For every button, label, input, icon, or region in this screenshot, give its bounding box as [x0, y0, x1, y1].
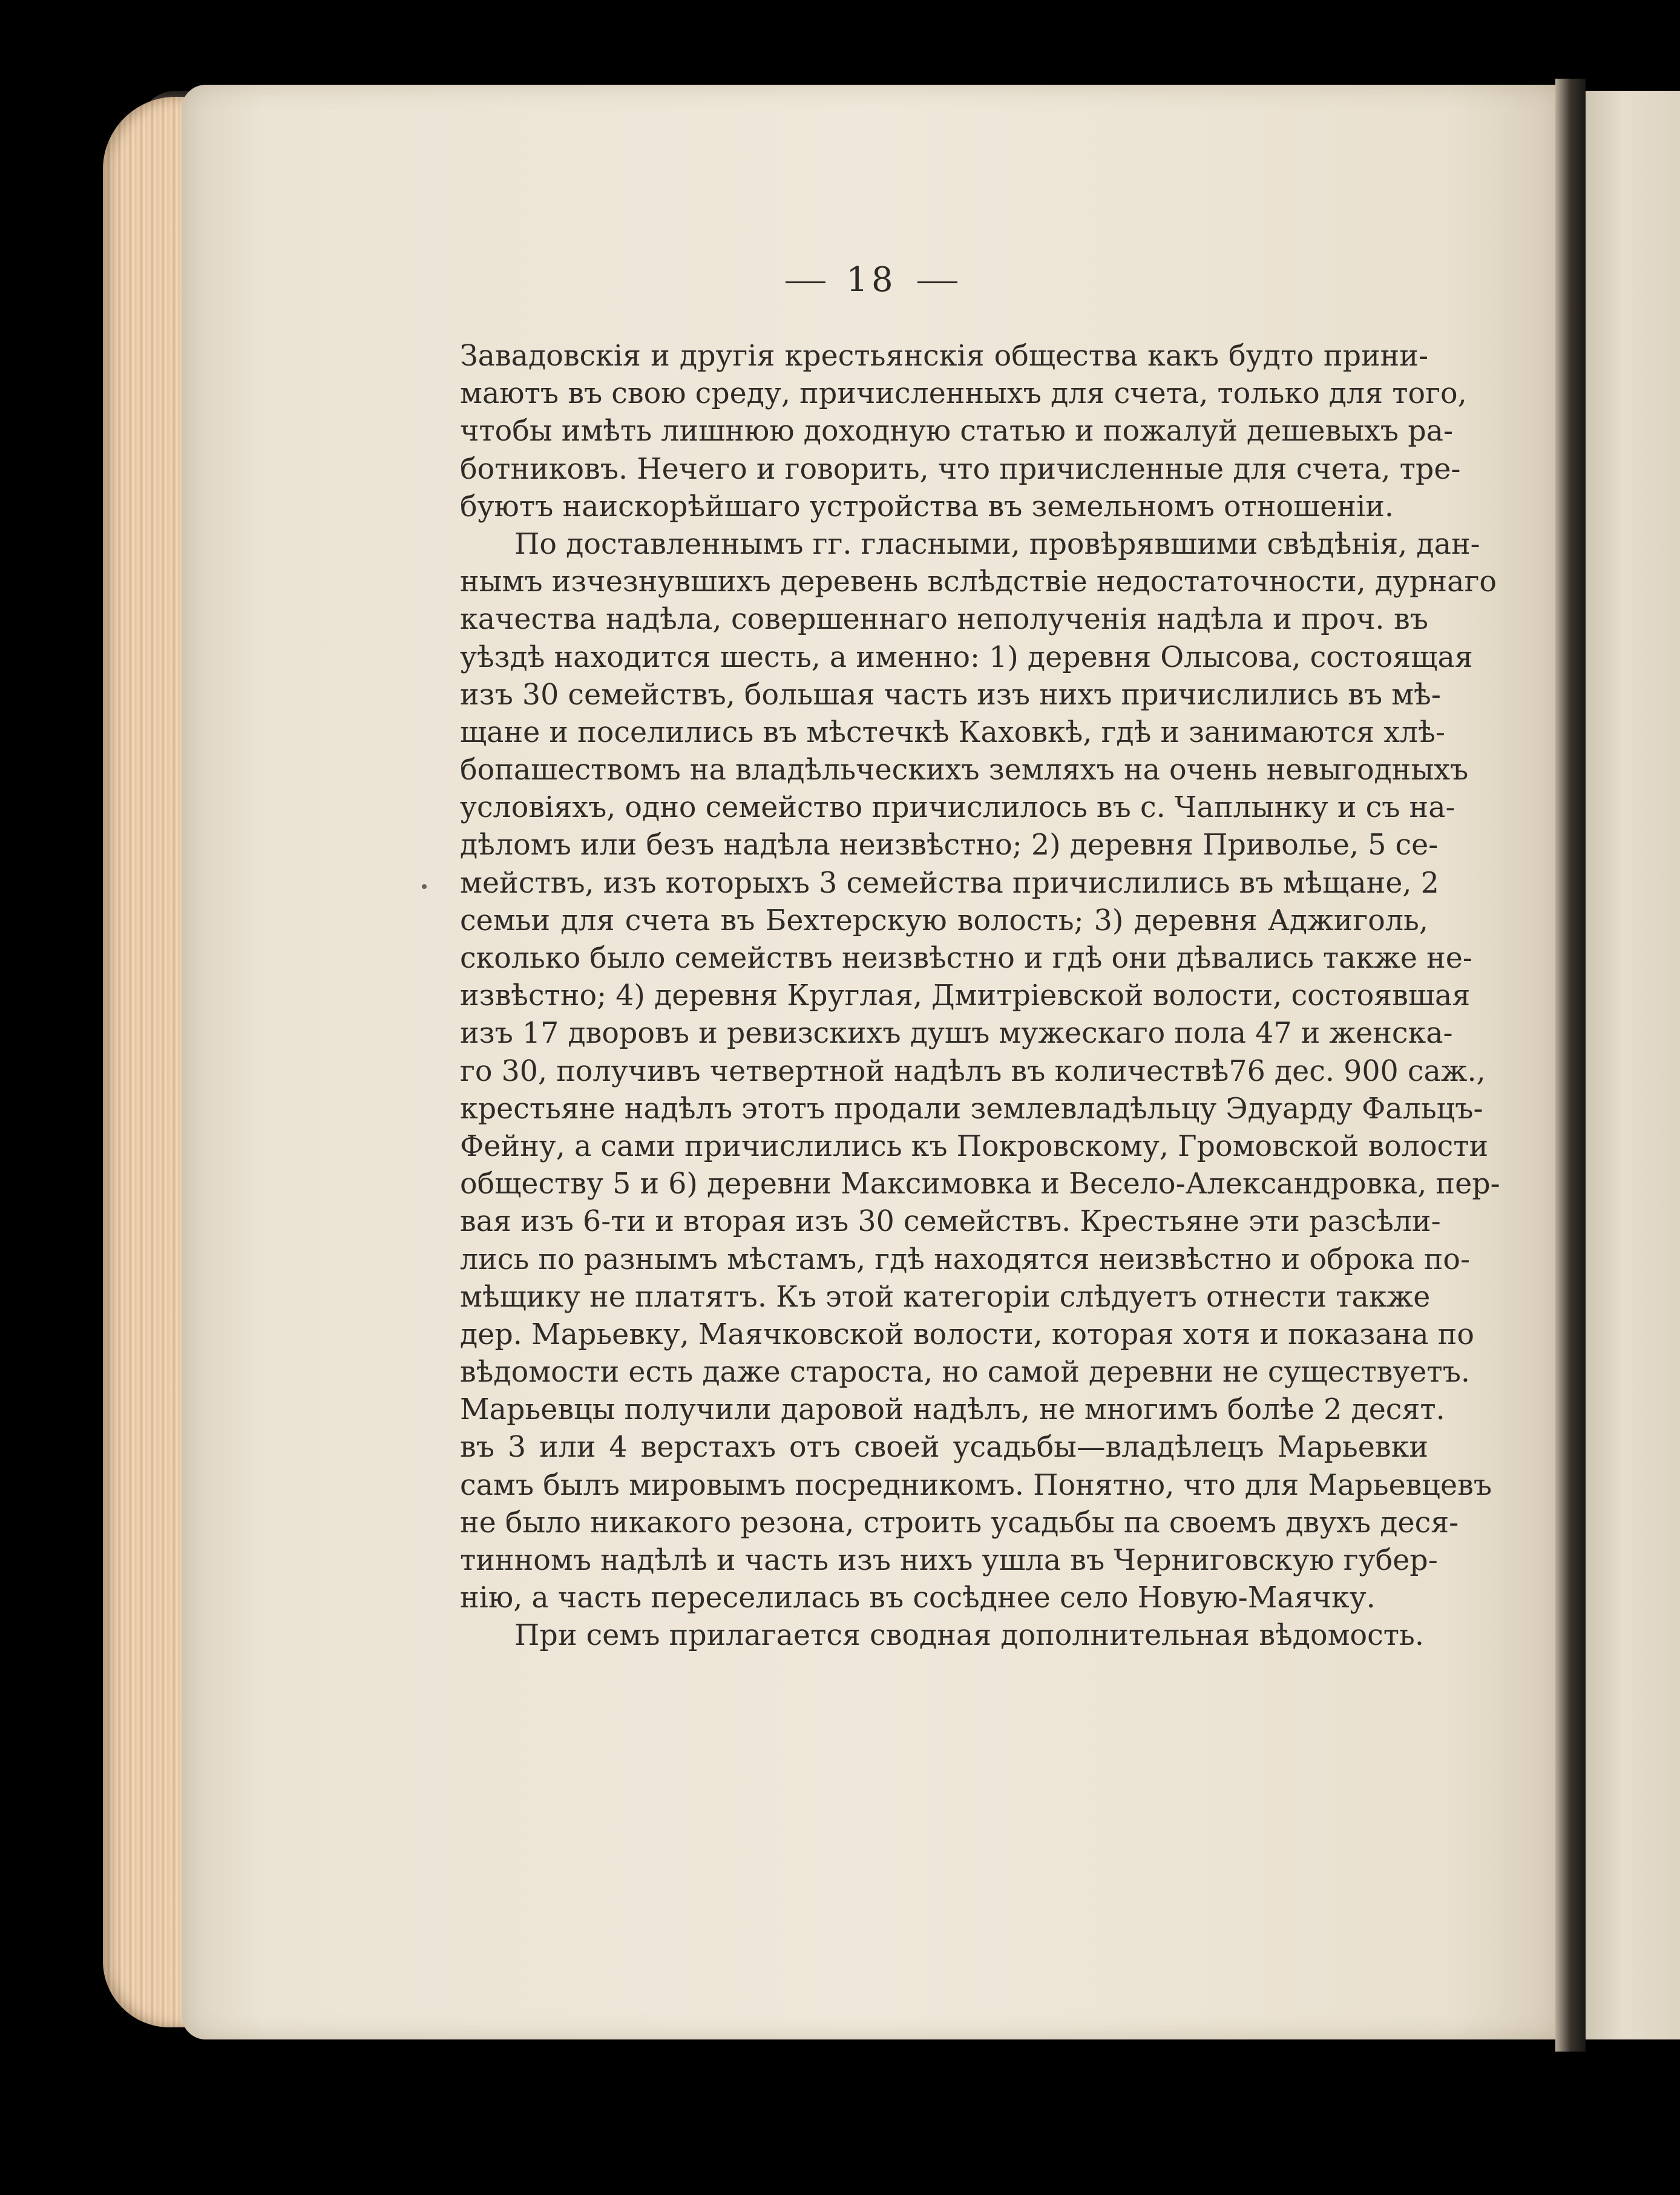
text-line: Завадовскія и другія крестьянскія общества какъ будто прини-: [460, 340, 1428, 373]
text-line: въ 3 или 4 верстахъ отъ своей усадьбы—владѣлецъ Марьевки: [460, 1431, 1428, 1465]
text-line: уѣздѣ находится шесть, а именно: 1) деревня Олысова, состоящая: [460, 640, 1473, 674]
text-line: дер. Марьевку, Маячковской волости, которая хотя и показана по: [460, 1317, 1474, 1351]
page-number: 18: [846, 260, 897, 300]
header-dash-right: [917, 281, 957, 283]
text-line: щане и поселились въ мѣстечкѣ Каховкѣ, гдѣ и занимаются хлѣ-: [460, 715, 1445, 749]
facing-page-edge: [1586, 91, 1680, 2039]
text-line: самъ былъ мировымъ посредникомъ. Понятно, что для Марьевцевъ: [460, 1468, 1492, 1502]
text-line: крестьяне надѣлъ этотъ продали землевладѣльцу Эдуарду Фальцъ-: [460, 1092, 1483, 1126]
body-text: [460, 338, 1500, 1655]
text-line: мѣщику не платятъ. Къ этой категоріи слѣдуетъ отнести также: [460, 1280, 1431, 1314]
text-line: тинномъ надѣлѣ и часть изъ нихъ ушла въ Черниговскую губер-: [460, 1544, 1438, 1577]
text-line: сколько было семействъ неизвѣстно и гдѣ они дѣвались также не-: [460, 942, 1472, 975]
text-line: мействъ, изъ которыхъ 3 семейства причислились въ мѣщане, 2: [460, 866, 1439, 900]
text-line: обществу 5 и 6) деревни Максимовка и Весело-Александровка, пер-: [460, 1167, 1500, 1201]
page-header: [182, 260, 1561, 300]
text-line: При семъ прилагается сводная дополнительная вѣдомость.: [514, 1619, 1424, 1653]
text-line: бопашествомъ на владѣльческихъ земляхъ на очень невыгодныхъ: [460, 753, 1469, 787]
text-line: буютъ наискорѣйшаго устройства въ земельномъ отношеніи.: [460, 490, 1394, 523]
text-line: нію, а часть переселилась въ сосѣднее село Новую-Маячку.: [460, 1581, 1376, 1615]
text-line: ботниковъ. Нечего и говорить, что причисленные для счета, тре-: [460, 452, 1461, 486]
stray-dot-mark: [422, 884, 427, 889]
text-line: Фейну, а сами причислились къ Покровскому, Громовской волости: [460, 1129, 1489, 1163]
text-line: семьи для счета въ Бехтерскую волость; 3) деревня Аджиголь,: [460, 904, 1428, 937]
text-line: Марьевцы получили даровой надѣлъ, не многимъ болѣе 2 десят.: [460, 1393, 1445, 1427]
text-line: изъ 17 дворовъ и ревизскихъ душъ мужескаго пола 47 и женска-: [460, 1017, 1453, 1051]
text-line: чтобы имѣть лишнюю доходную статью и пожалуй дешевыхъ ра-: [460, 415, 1454, 448]
text-line: нымъ изчезнувшихъ деревень вслѣдствіе недостаточности, дурнаго: [460, 565, 1497, 599]
text-line: дѣломъ или безъ надѣла неизвѣстно; 2) деревня Приволье, 5 се-: [460, 828, 1439, 862]
text-line: лись по разнымъ мѣстамъ, гдѣ находятся неизвѣстно и оброка по-: [460, 1242, 1470, 1276]
text-line: го 30, получивъ четвертной надѣлъ въ количествѣ76 дес. 900 саж.,: [460, 1054, 1486, 1088]
text-line: условіяхъ, одно семейство причислилось въ с. Чаплынку и съ на-: [460, 791, 1455, 825]
text-line: извѣстно; 4) деревня Круглая, Дмитріевской волости, состоявшая: [460, 979, 1471, 1013]
header-dash-left: [786, 281, 825, 283]
text-line: вая изъ 6-ти и вторая изъ 30 семействъ. Крестьяне эти разсѣли-: [460, 1205, 1441, 1239]
text-line: вѣдомости есть даже староста, но самой деревни не существуетъ.: [460, 1356, 1471, 1390]
text-line: изъ 30 семействъ, большая часть изъ нихъ причислились въ мѣ-: [460, 678, 1441, 712]
text-line: маютъ въ свою среду, причисленныхъ для счета, только для того,: [460, 377, 1467, 411]
text-line: не было никакого резона, строить усадьбы па своемъ двухъ деся-: [460, 1506, 1459, 1540]
book-gutter: [1555, 79, 1586, 2052]
text-line: качества надѣла, совершеннаго неполученія надѣла и проч. въ: [460, 603, 1428, 637]
text-line: По доставленнымъ гг. гласными, провѣрявшими свѣдѣнія, дан-: [514, 527, 1480, 561]
